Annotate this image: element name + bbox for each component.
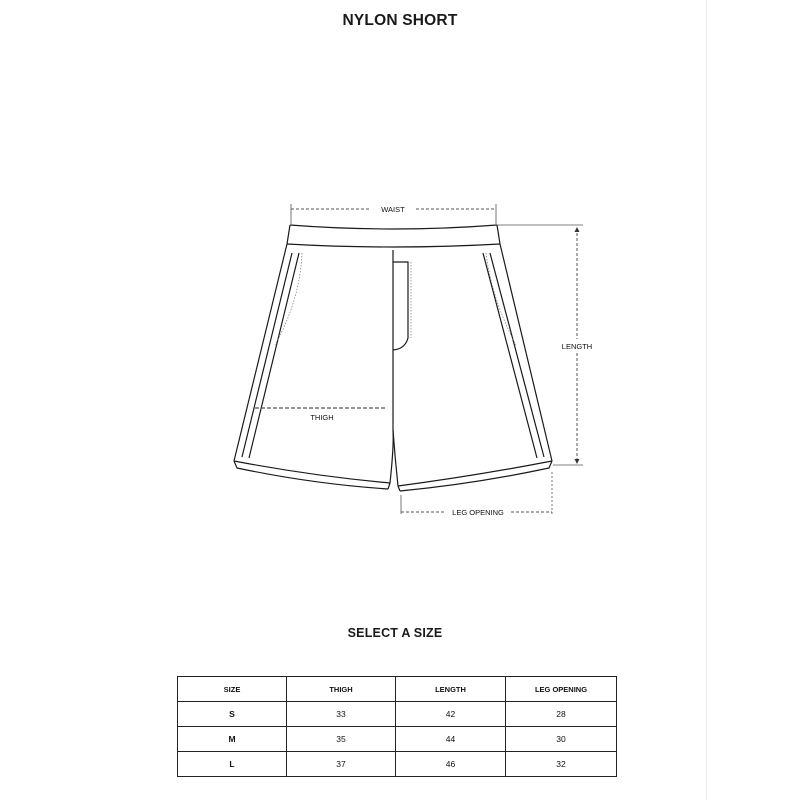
length-label: LENGTH bbox=[561, 342, 593, 351]
leg-opening-cell: 30 bbox=[506, 727, 617, 752]
length-cell: 46 bbox=[396, 752, 506, 777]
table-row bbox=[178, 702, 617, 727]
table-row bbox=[178, 752, 617, 777]
waist-measure bbox=[291, 203, 496, 224]
table-header-row bbox=[178, 677, 617, 702]
leg-opening-label: LEG OPENING bbox=[452, 508, 504, 517]
thigh-cell: 35 bbox=[287, 727, 396, 752]
table-row bbox=[178, 727, 617, 752]
leg-opening-measure bbox=[401, 472, 552, 518]
page-title: NYLON SHORT bbox=[342, 12, 458, 29]
size-cell: L bbox=[178, 752, 287, 777]
leg-opening-cell: 32 bbox=[506, 752, 617, 777]
pocket-stitching bbox=[275, 253, 516, 345]
size-chart-table bbox=[177, 676, 617, 777]
thigh-label: THIGH bbox=[310, 413, 334, 422]
thigh-measure bbox=[255, 408, 386, 422]
size-cell: M bbox=[178, 727, 287, 752]
shorts-outline bbox=[234, 225, 552, 491]
header-size: SIZE bbox=[178, 677, 287, 702]
leg-opening-cell: 28 bbox=[506, 702, 617, 727]
length-measure bbox=[497, 225, 598, 465]
length-cell: 44 bbox=[396, 727, 506, 752]
header-leg-opening: LEG OPENING bbox=[506, 677, 617, 702]
size-section-title: SELECT A SIZE bbox=[347, 626, 443, 640]
thigh-cell: 33 bbox=[287, 702, 396, 727]
header-thigh: THIGH bbox=[287, 677, 396, 702]
waist-label: WAIST bbox=[381, 205, 405, 214]
length-cell: 42 bbox=[396, 702, 506, 727]
thigh-cell: 37 bbox=[287, 752, 396, 777]
header-length: LENGTH bbox=[396, 677, 506, 702]
size-cell: S bbox=[178, 702, 287, 727]
